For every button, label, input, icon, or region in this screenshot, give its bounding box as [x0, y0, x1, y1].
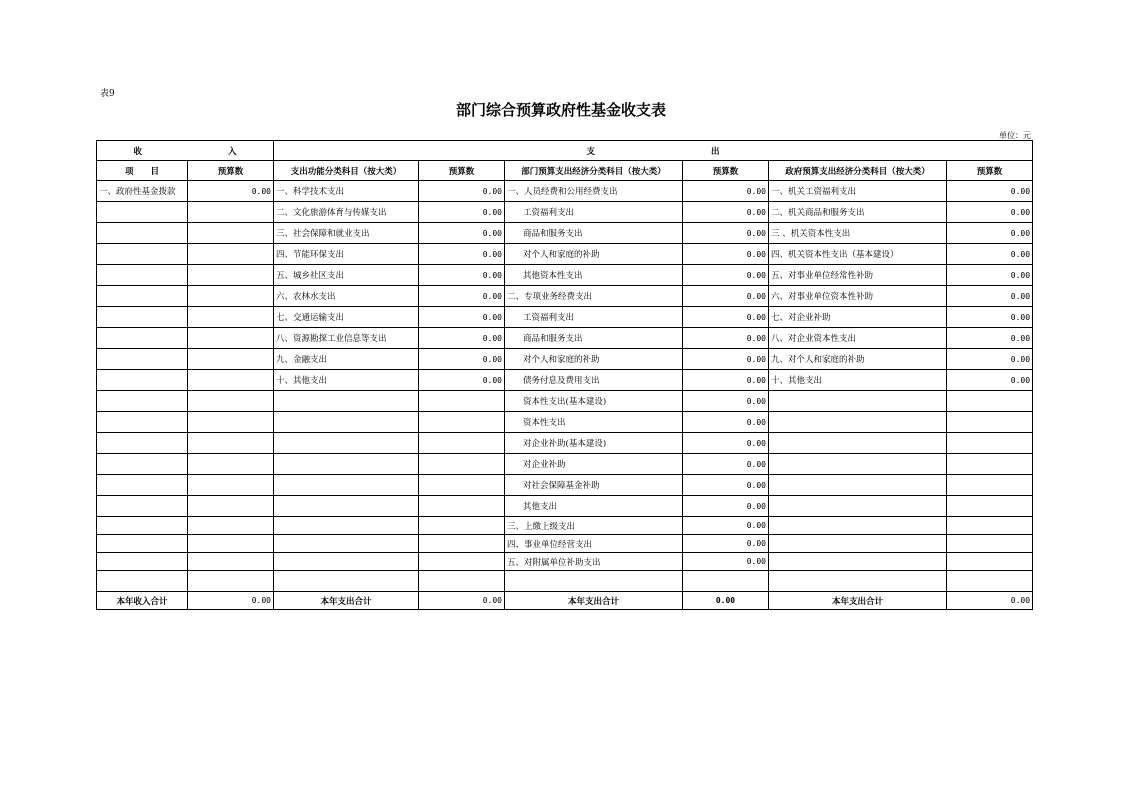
table-row [97, 517, 1033, 535]
dept-economic-item: 对企业补助 [505, 454, 683, 475]
function-item: 八、资源勘探工业信息等支出 [274, 328, 419, 349]
function-amount: 0.00 [419, 202, 505, 223]
table-row [97, 496, 1033, 517]
function-item: 九、金融支出 [274, 349, 419, 370]
function-amount: 0.00 [419, 328, 505, 349]
income-item [97, 571, 188, 592]
income-item [97, 307, 188, 328]
function-total-label: 本年支出合计 [274, 592, 419, 610]
dept-economic-amount: 0.00 [683, 412, 769, 433]
income-item: 一、政府性基金拨款 [97, 181, 188, 202]
gov-economic-amount: 0.00 [947, 328, 1033, 349]
income-item [97, 202, 188, 223]
function-amount [419, 571, 505, 592]
function-amount: 0.00 [419, 349, 505, 370]
income-amount [188, 244, 274, 265]
gov-economic-item [769, 517, 947, 535]
table-row [97, 433, 1033, 454]
gov-economic-item: 四、机关资本性支出（基本建设） [769, 244, 947, 265]
function-item [274, 454, 419, 475]
gov-economic-amount [947, 475, 1033, 496]
gov-economic-item [769, 412, 947, 433]
dept-economic-item: 其他资本性支出 [505, 265, 683, 286]
table-row [97, 370, 1033, 391]
gov-economic-item [769, 454, 947, 475]
gov-economic-amount [947, 496, 1033, 517]
table-row [97, 328, 1033, 349]
table-row [97, 223, 1033, 244]
function-item [274, 496, 419, 517]
table-row [97, 202, 1033, 223]
function-amount [419, 475, 505, 496]
gov-economic-total-value: 0.00 [947, 592, 1033, 610]
income-amount [188, 412, 274, 433]
income-amount [188, 328, 274, 349]
dept-economic-item: 对个人和家庭的补助 [505, 349, 683, 370]
gov-economic-item [769, 535, 947, 553]
gov-economic-item [769, 433, 947, 454]
income-item [97, 553, 188, 571]
dept-economic-amount: 0.00 [683, 454, 769, 475]
income-item [97, 223, 188, 244]
gov-economic-amount: 0.00 [947, 265, 1033, 286]
dept-economic-item: 资本性支出(基本建设) [505, 391, 683, 412]
function-amount: 0.00 [419, 286, 505, 307]
dept-economic-item [505, 571, 683, 592]
table-row [97, 571, 1033, 592]
column-header: 预算数 [683, 161, 769, 181]
income-section-label-a: 收 [133, 146, 143, 157]
function-amount: 0.00 [419, 265, 505, 286]
income-amount [188, 391, 274, 412]
income-item [97, 433, 188, 454]
gov-economic-item [769, 553, 947, 571]
income-amount [188, 433, 274, 454]
gov-economic-item: 五、对事业单位经常性补助 [769, 265, 947, 286]
function-amount [419, 433, 505, 454]
dept-economic-item: 资本性支出 [505, 412, 683, 433]
dept-economic-amount: 0.00 [683, 433, 769, 454]
gov-economic-amount [947, 517, 1033, 535]
function-item: 三、社会保障和就业支出 [274, 223, 419, 244]
function-amount [419, 454, 505, 475]
gov-economic-amount: 0.00 [947, 349, 1033, 370]
income-item [97, 328, 188, 349]
income-amount [188, 349, 274, 370]
gov-economic-item [769, 571, 947, 592]
function-item [274, 571, 419, 592]
income-amount [188, 370, 274, 391]
section-header-row [97, 141, 1033, 161]
function-item [274, 433, 419, 454]
gov-economic-amount: 0.00 [947, 370, 1033, 391]
gov-economic-amount: 0.00 [947, 286, 1033, 307]
gov-economic-amount [947, 571, 1033, 592]
gov-economic-item: 八、对企业资本性支出 [769, 328, 947, 349]
dept-economic-item: 对企业补助(基本建设) [505, 433, 683, 454]
function-item [274, 475, 419, 496]
dept-economic-amount: 0.00 [683, 307, 769, 328]
gov-economic-item: 六、对事业单位资本性补助 [769, 286, 947, 307]
table-row [97, 475, 1033, 496]
income-item [97, 244, 188, 265]
unit-label: 单位：元 [999, 131, 1031, 140]
income-item [97, 265, 188, 286]
function-amount [419, 517, 505, 535]
gov-economic-total-label: 本年支出合计 [769, 592, 947, 610]
dept-economic-total-label: 本年支出合计 [505, 592, 683, 610]
dept-economic-amount: 0.00 [683, 517, 769, 535]
income-amount [188, 286, 274, 307]
dept-economic-item: 三、上缴上级支出 [505, 517, 683, 535]
gov-economic-amount [947, 412, 1033, 433]
income-item [97, 475, 188, 496]
table-row [97, 265, 1033, 286]
dept-economic-item: 一、人员经费和公用经费支出 [505, 181, 683, 202]
dept-economic-amount: 0.00 [683, 391, 769, 412]
income-item [97, 496, 188, 517]
income-amount [188, 553, 274, 571]
dept-economic-item: 四、事业单位经营支出 [505, 535, 683, 553]
dept-economic-item: 对社会保障基金补助 [505, 475, 683, 496]
function-item: 十、其他支出 [274, 370, 419, 391]
column-header: 项 目 [97, 161, 188, 181]
function-amount [419, 412, 505, 433]
income-amount [188, 517, 274, 535]
gov-economic-amount: 0.00 [947, 223, 1033, 244]
gov-economic-item [769, 391, 947, 412]
dept-economic-item: 商品和服务支出 [505, 223, 683, 244]
dept-economic-amount: 0.00 [683, 475, 769, 496]
table-row [97, 181, 1033, 202]
gov-economic-amount: 0.00 [947, 244, 1033, 265]
table-row [97, 307, 1033, 328]
income-item [97, 517, 188, 535]
column-header: 预算数 [188, 161, 274, 181]
table-row [97, 454, 1033, 475]
income-item [97, 535, 188, 553]
income-item [97, 454, 188, 475]
table-row [97, 349, 1033, 370]
gov-economic-item: 七、对企业补助 [769, 307, 947, 328]
expense-section-label-a: 支 [586, 146, 596, 157]
dept-economic-amount: 0.00 [683, 535, 769, 553]
dept-economic-amount: 0.00 [683, 223, 769, 244]
table-row [97, 391, 1033, 412]
table-row [97, 286, 1033, 307]
function-item: 二、文化旅游体育与传媒支出 [274, 202, 419, 223]
dept-economic-item: 工资福利支出 [505, 307, 683, 328]
column-header: 部门预算支出经济分类科目（按大类） [505, 161, 683, 181]
expense-section-label-b: 出 [711, 146, 720, 157]
function-item [274, 412, 419, 433]
column-header: 预算数 [419, 161, 505, 181]
income-amount [188, 223, 274, 244]
gov-economic-item: 三 、机关资本性支出 [769, 223, 947, 244]
column-header: 支出功能分类科目（按大类） [274, 161, 419, 181]
function-item: 五、城乡社区支出 [274, 265, 419, 286]
dept-economic-amount: 0.00 [683, 553, 769, 571]
income-item [97, 391, 188, 412]
dept-economic-amount [683, 571, 769, 592]
table-row [97, 535, 1033, 553]
table-row [97, 553, 1033, 571]
dept-economic-amount: 0.00 [683, 202, 769, 223]
income-total-value: 0.00 [188, 592, 274, 610]
function-item [274, 535, 419, 553]
income-item [97, 349, 188, 370]
function-amount [419, 535, 505, 553]
gov-economic-amount [947, 553, 1033, 571]
function-amount: 0.00 [419, 223, 505, 244]
income-item [97, 370, 188, 391]
income-total-label: 本年收入合计 [97, 592, 188, 610]
income-amount [188, 535, 274, 553]
gov-economic-item [769, 496, 947, 517]
function-amount: 0.00 [419, 181, 505, 202]
income-amount [188, 307, 274, 328]
dept-economic-item: 五、对附属单位补助支出 [505, 553, 683, 571]
dept-economic-item: 工资福利支出 [505, 202, 683, 223]
column-header-row [97, 161, 1033, 181]
income-amount [188, 496, 274, 517]
function-item [274, 391, 419, 412]
function-amount [419, 391, 505, 412]
gov-economic-amount: 0.00 [947, 202, 1033, 223]
function-amount: 0.00 [419, 307, 505, 328]
dept-economic-item: 商品和服务支出 [505, 328, 683, 349]
gov-economic-item: 十、其他支出 [769, 370, 947, 391]
income-amount: 0.00 [188, 181, 274, 202]
function-total-value: 0.00 [419, 592, 505, 610]
dept-economic-item: 其他支出 [505, 496, 683, 517]
dept-economic-amount: 0.00 [683, 328, 769, 349]
dept-economic-item: 二、专项业务经费支出 [505, 286, 683, 307]
expense-section-header [274, 141, 1033, 161]
function-item [274, 553, 419, 571]
gov-economic-item [769, 475, 947, 496]
dept-economic-amount: 0.00 [683, 349, 769, 370]
function-item: 六、农林水支出 [274, 286, 419, 307]
dept-economic-amount: 0.00 [683, 265, 769, 286]
dept-economic-amount: 0.00 [683, 244, 769, 265]
income-amount [188, 202, 274, 223]
function-item [274, 517, 419, 535]
income-amount [188, 571, 274, 592]
page-title: 部门综合预算政府性基金收支表 [455, 101, 666, 119]
budget-table [96, 140, 1033, 610]
gov-economic-item: 二、机关商品和服务支出 [769, 202, 947, 223]
dept-economic-item: 对个人和家庭的补助 [505, 244, 683, 265]
table-number: 表9 [100, 89, 115, 99]
function-amount [419, 496, 505, 517]
column-header: 预算数 [947, 161, 1033, 181]
income-section-header [97, 141, 274, 161]
dept-economic-amount: 0.00 [683, 181, 769, 202]
income-amount [188, 265, 274, 286]
function-amount [419, 553, 505, 571]
gov-economic-amount [947, 535, 1033, 553]
income-amount [188, 454, 274, 475]
function-amount: 0.00 [419, 370, 505, 391]
gov-economic-item: 一、机关工资福利支出 [769, 181, 947, 202]
dept-economic-amount: 0.00 [683, 286, 769, 307]
table-row [97, 244, 1033, 265]
gov-economic-amount: 0.00 [947, 307, 1033, 328]
income-section-label-b: 入 [227, 146, 237, 157]
dept-economic-amount: 0.00 [683, 496, 769, 517]
totals-row [97, 592, 1033, 610]
function-item: 四、节能环保支出 [274, 244, 419, 265]
dept-economic-amount: 0.00 [683, 370, 769, 391]
table-row [97, 412, 1033, 433]
gov-economic-amount [947, 454, 1033, 475]
function-item: 一、科学技术支出 [274, 181, 419, 202]
column-header: 政府预算支出经济分类科目（按大类） [769, 161, 947, 181]
gov-economic-amount [947, 433, 1033, 454]
income-item [97, 412, 188, 433]
income-amount [188, 475, 274, 496]
function-item: 七、交通运输支出 [274, 307, 419, 328]
income-item [97, 286, 188, 307]
gov-economic-amount [947, 391, 1033, 412]
dept-economic-total-value: 0.00 [683, 592, 769, 610]
dept-economic-item: 债务付息及费用支出 [505, 370, 683, 391]
gov-economic-item: 九、对个人和家庭的补助 [769, 349, 947, 370]
gov-economic-amount: 0.00 [947, 181, 1033, 202]
function-amount: 0.00 [419, 244, 505, 265]
